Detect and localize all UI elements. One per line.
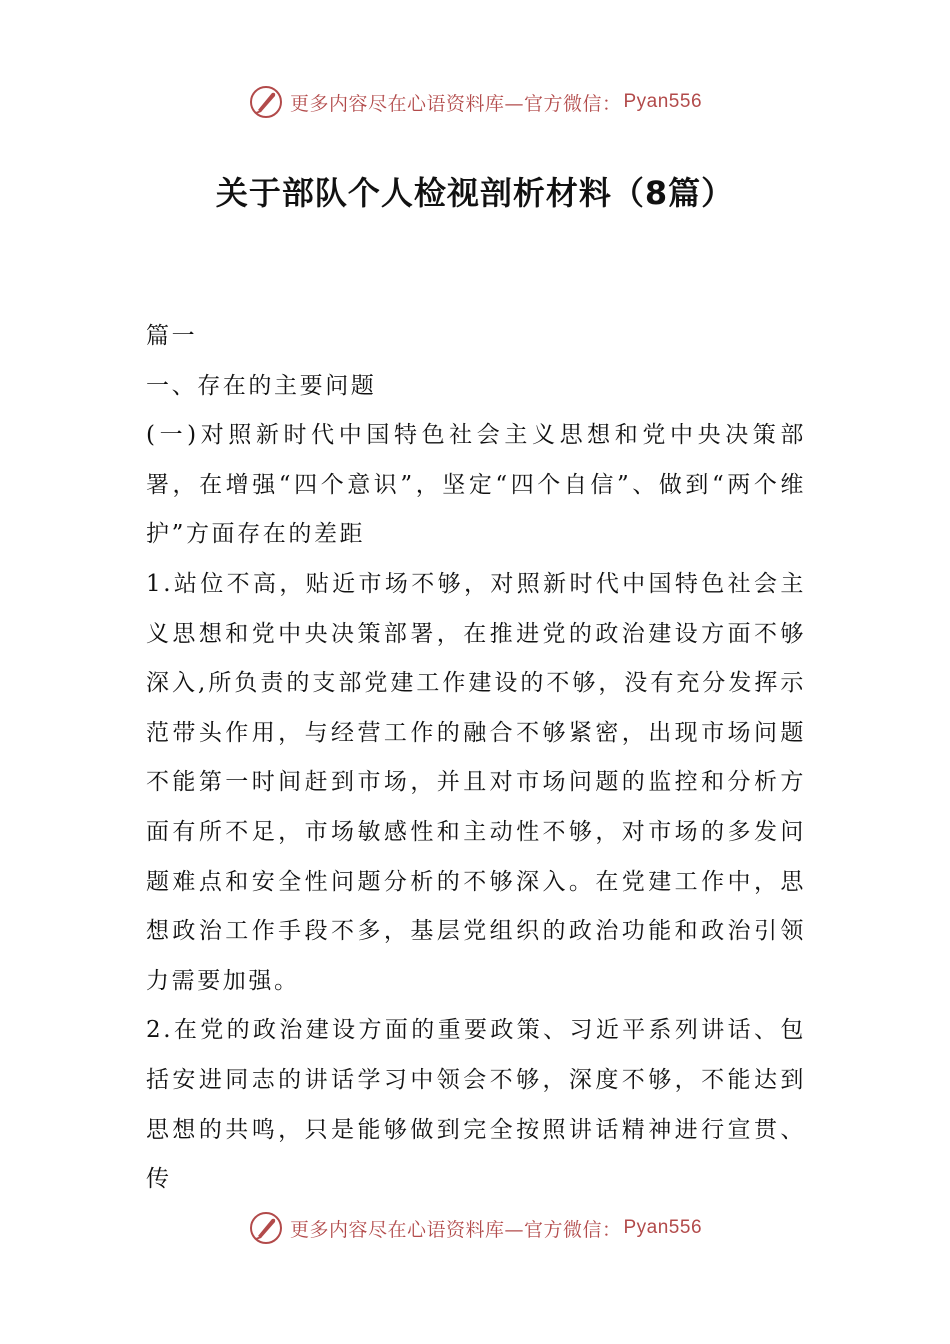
- quill-logo-icon: [248, 84, 284, 120]
- footer-wechat-id: Pyan556: [623, 1217, 703, 1238]
- section-heading: 一、存在的主要问题: [146, 372, 377, 399]
- footer-banner-text: 更多内容尽在心语资料库—官方微信：: [289, 1218, 622, 1241]
- header-watermark-banner: [0, 82, 950, 122]
- document-title: 关于部队个人检视剖析材料（8篇）: [215, 174, 735, 212]
- quill-logo-icon: [248, 1210, 284, 1246]
- header-banner-text: 更多内容尽在心语资料库—官方微信：: [289, 92, 622, 115]
- body-paragraph: 1.站位不高，贴近市场不够，对照新时代中国特色社会主义思想和党中央决策部署，在推进党的政治建设方面不够深入,所负责的支部党建工作建设的不够，没有充分发挥示范带头作用，与经营工作的融合不够紧密，出现市场问题不能第一时间赶到市场，并且对市场问题的监控和分析方面有所不足，市场敏感性和主动性不够，对市场的多发问题难点和安全性问题分析的不够深入。在党建工作中，思想政治工作手段不多，基层党组织的政治功能和政治引领力需要加强。: [146, 570, 806, 994]
- document-body: [146, 312, 806, 1205]
- body-paragraph: 2.在党的政治建设方面的重要政策、习近平系列讲话、包括安进同志的讲话学习中领会不够，深度不够，不能达到思想的共鸣，只是能够做到完全按照讲话精神进行宣贯、传: [146, 1017, 806, 1193]
- footer-watermark-banner: [0, 1208, 950, 1248]
- header-wechat-id: Pyan556: [623, 91, 703, 112]
- subsection-heading: (一)对照新时代中国特色社会主义思想和党中央决策部署，在增强“四个意识”，坚定“四个自信”、做到“两个维护”方面存在的差距: [146, 422, 806, 548]
- section-label: 篇一: [146, 323, 198, 349]
